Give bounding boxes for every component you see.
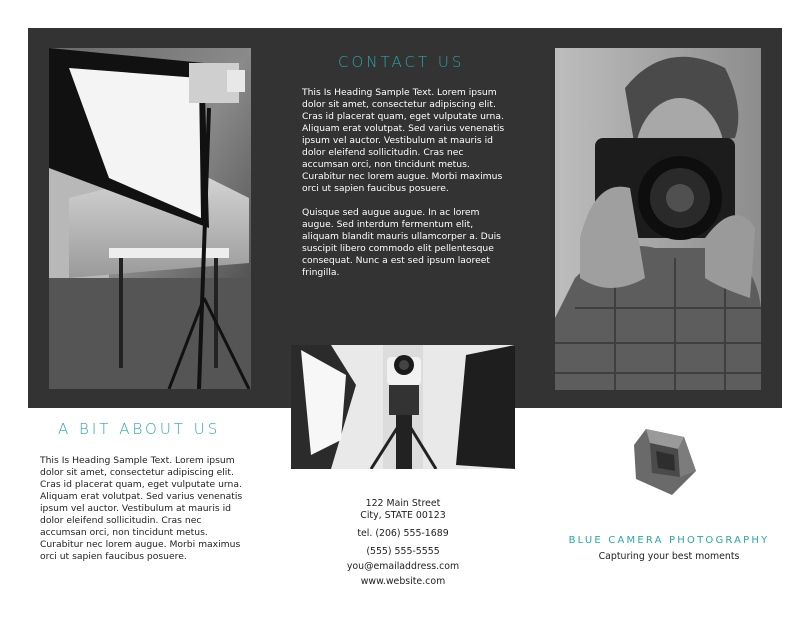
about-body-text (40, 455, 246, 563)
street-address: 122 Main Street (365, 498, 441, 509)
contact-body-text (302, 87, 507, 279)
email-address: you@emailaddress.com (346, 561, 460, 572)
studio-softbox-photo (49, 48, 251, 389)
photographer-portrait-photo (555, 48, 761, 390)
city-state-zip: City, STATE 00123 (360, 510, 446, 521)
contact-paragraph-2: Quisque sed augue augue. In ac lorem augue. Sed interdum fermentum elit, aliquam blandit mauris ullamcorper a. Duis suscipit libero commodo elit pellentesque consequat. Nunc a est sed ipsum laoreet fringilla. (302, 207, 501, 278)
telephone: tel. (206) 555-1689 (357, 528, 449, 539)
address-block (320, 498, 486, 588)
brand-name: BLUE CAMERA PHOTOGRAPHY (568, 535, 770, 546)
about-us-heading: A BIT ABOUT US (58, 420, 221, 438)
phone-secondary: (555) 555-5555 (366, 546, 440, 557)
cube-logo-icon (632, 427, 698, 497)
contact-us-heading: CONTACT US (338, 53, 465, 71)
brand-tagline: Capturing your best moments (598, 551, 740, 562)
about-paragraph: This Is Heading Sample Text. Lorem ipsum dolor sit amet, consectetur adipiscing elit. Cras id placerat quam, eget vulputate urna. Aliquam erat volutpat. Sed varius venenatis ipsum vel auctor. Vestibulum at mauris id dolor eleifend sollicitudin. Cras nec accumsan orci, non tincidunt metus. Curabitur nec lorem augue. Morbi maximus orci ut sapien faucibus posuere. (40, 455, 243, 562)
brand-block (556, 535, 782, 562)
camera-tripod-photo (291, 345, 515, 469)
contact-paragraph-1: This Is Heading Sample Text. Lorem ipsum dolor sit amet, consectetur adipiscing elit. Cras id placerat quam, eget vulputate urna. Aliquam erat volutpat. Sed varius venenatis ipsum vel auctor. Vestibulum at mauris id dolor eleifend sollicitudin. Cras nec accumsan orci, non tincidunt metus. Curabitur nec lorem augue. Morbi maximus orci ut sapien faucibus posuere. (302, 87, 505, 194)
website-url: www.website.com (360, 576, 446, 587)
